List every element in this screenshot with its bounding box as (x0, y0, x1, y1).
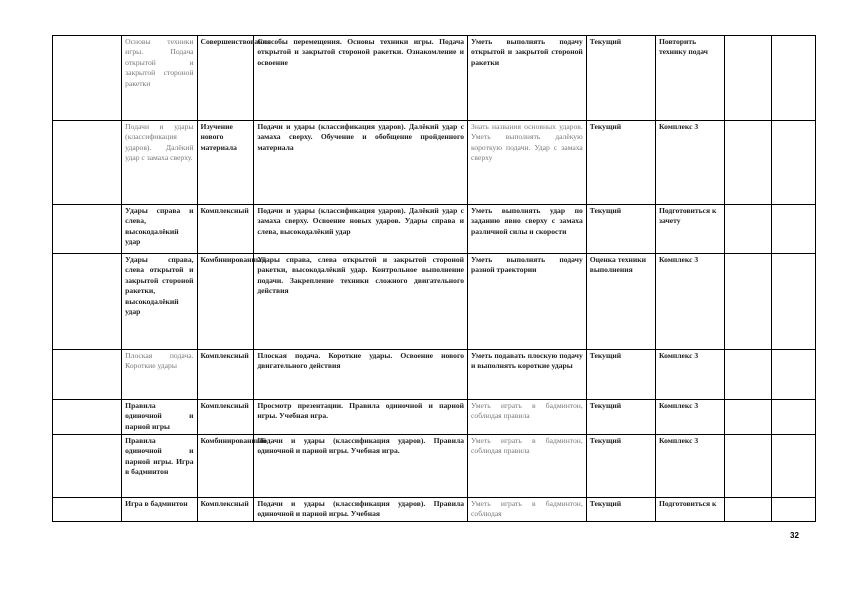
table-row (53, 36, 816, 121)
result-cell: Уметь выполнять подачу разной траектории (468, 254, 587, 350)
lesson-type-cell: Изучение нового материала (197, 121, 254, 205)
topic-cell: Основы техники игры. Подача открытой и закрытой стороной ракетки (122, 36, 197, 121)
table-row (53, 121, 816, 205)
topic-cell: Игра в бадминтон (122, 498, 197, 522)
date-fact-cell (771, 121, 815, 205)
result-cell: Уметь играть в бадминтон, соблюдая (468, 498, 587, 522)
table-row (53, 254, 816, 350)
content-cell: Подачи и удары (классификация ударов). Далёкий удар с замаха сверху. Освоение новых ударов. Удары справа и слева, высокодалёкий удар (254, 205, 468, 254)
lesson-type-cell: Комплексный (197, 205, 254, 254)
date-plan-cell (725, 498, 771, 522)
result-cell: Уметь выполнять удар по заданию явно сверху с замаха различной силы и скорости (468, 205, 587, 254)
topic-cell: Правила одиночной и парной игры. Игра в бадминтон (122, 435, 197, 498)
content-cell: Удары справа, слева открытой и закрытой стороной ракетки, высокодалёкий удар. Контрольное выполнение подачи. Закрепление техники сложного двигательного действия (254, 254, 468, 350)
table-row (53, 350, 816, 400)
date-plan-cell (725, 350, 771, 400)
date-plan-cell (725, 400, 771, 435)
content-cell: Просмотр презентации. Правила одиночной и парной игры. Учебная игра. (254, 400, 468, 435)
table-row (53, 205, 816, 254)
control-cell: Текущий (586, 350, 655, 400)
number-cell (53, 254, 122, 350)
table-row (53, 498, 816, 522)
date-fact-cell (771, 498, 815, 522)
topic-cell: Подачи и удары (классификация ударов). Далёкий удар с замаха сверху. (122, 121, 197, 205)
lesson-type-cell: Комбинированный (197, 254, 254, 350)
date-plan-cell (725, 121, 771, 205)
date-fact-cell (771, 400, 815, 435)
topic-cell: Удары справа и слева, высокодалёкий удар (122, 205, 197, 254)
control-cell: Текущий (586, 498, 655, 522)
lesson-type-cell: Комплексный (197, 400, 254, 435)
control-cell: Оценка техники выполнения (586, 254, 655, 350)
date-fact-cell (771, 435, 815, 498)
homework-cell: Комплекс 3 (655, 121, 724, 205)
result-cell: Знать названия основных ударов. Уметь выполнять далёкую короткую подачи. Удар с замаха сверху (468, 121, 587, 205)
lesson-plan-table (52, 35, 816, 522)
control-cell: Текущий (586, 121, 655, 205)
number-cell (53, 498, 122, 522)
homework-cell: Комплекс 3 (655, 400, 724, 435)
content-cell: Подачи и удары (классификация ударов). Правила одиночной и парной игры. Учебная игра. (254, 435, 468, 498)
page-number: 32 (790, 531, 799, 540)
homework-cell: Подготовиться к (655, 498, 724, 522)
content-cell: Подачи и удары (классификация ударов). Далёкий удар с замаха сверху. Обучение и обобщение пройденного материала (254, 121, 468, 205)
homework-cell: Комплекс 3 (655, 350, 724, 400)
date-plan-cell (725, 205, 771, 254)
number-cell (53, 121, 122, 205)
table-row (53, 435, 816, 498)
number-cell (53, 400, 122, 435)
lesson-type-cell: Совершенствования (197, 36, 254, 121)
content-cell: Подачи и удары (классификация ударов). Правила одиночной и парной игры. Учебная (254, 498, 468, 522)
date-fact-cell (771, 205, 815, 254)
control-cell: Текущий (586, 435, 655, 498)
homework-cell: Комплекс 3 (655, 435, 724, 498)
date-plan-cell (725, 36, 771, 121)
result-cell: Уметь выполнять подачу открытой и закрытой стороной ракетки (468, 36, 587, 121)
content-cell: Плоская подача. Короткие удары. Освоение нового двигательного действия (254, 350, 468, 400)
lesson-type-cell: Комбинированный (197, 435, 254, 498)
number-cell (53, 36, 122, 121)
date-fact-cell (771, 254, 815, 350)
homework-cell: Повторить технику подач (655, 36, 724, 121)
content-cell: Способы перемещения. Основы техники игры. Подача открытой и закрытой стороной ракетки. Ознакомление и освоение (254, 36, 468, 121)
topic-cell: Правила одиночной и парной игры (122, 400, 197, 435)
lesson-type-cell: Комплексный (197, 498, 254, 522)
control-cell: Текущий (586, 400, 655, 435)
control-cell: Текущий (586, 36, 655, 121)
number-cell (53, 435, 122, 498)
topic-cell: Удары справа, слева открытой и закрытой стороной ракетки, высокодалёкий удар (122, 254, 197, 350)
topic-cell: Плоская подача. Короткие удары (122, 350, 197, 400)
result-cell: Уметь играть в бадминтон, соблюдая правила (468, 435, 587, 498)
table-row (53, 400, 816, 435)
control-cell: Текущий (586, 205, 655, 254)
date-fact-cell (771, 36, 815, 121)
homework-cell: Комплекс 3 (655, 254, 724, 350)
date-plan-cell (725, 435, 771, 498)
date-plan-cell (725, 254, 771, 350)
lesson-type-cell: Комплексный (197, 350, 254, 400)
number-cell (53, 350, 122, 400)
date-fact-cell (771, 350, 815, 400)
result-cell: Уметь подавать плоскую подачу и выполнять короткие удары (468, 350, 587, 400)
homework-cell: Подготовиться к зачету (655, 205, 724, 254)
result-cell: Уметь играть в бадминтон, соблюдая правила (468, 400, 587, 435)
number-cell (53, 205, 122, 254)
